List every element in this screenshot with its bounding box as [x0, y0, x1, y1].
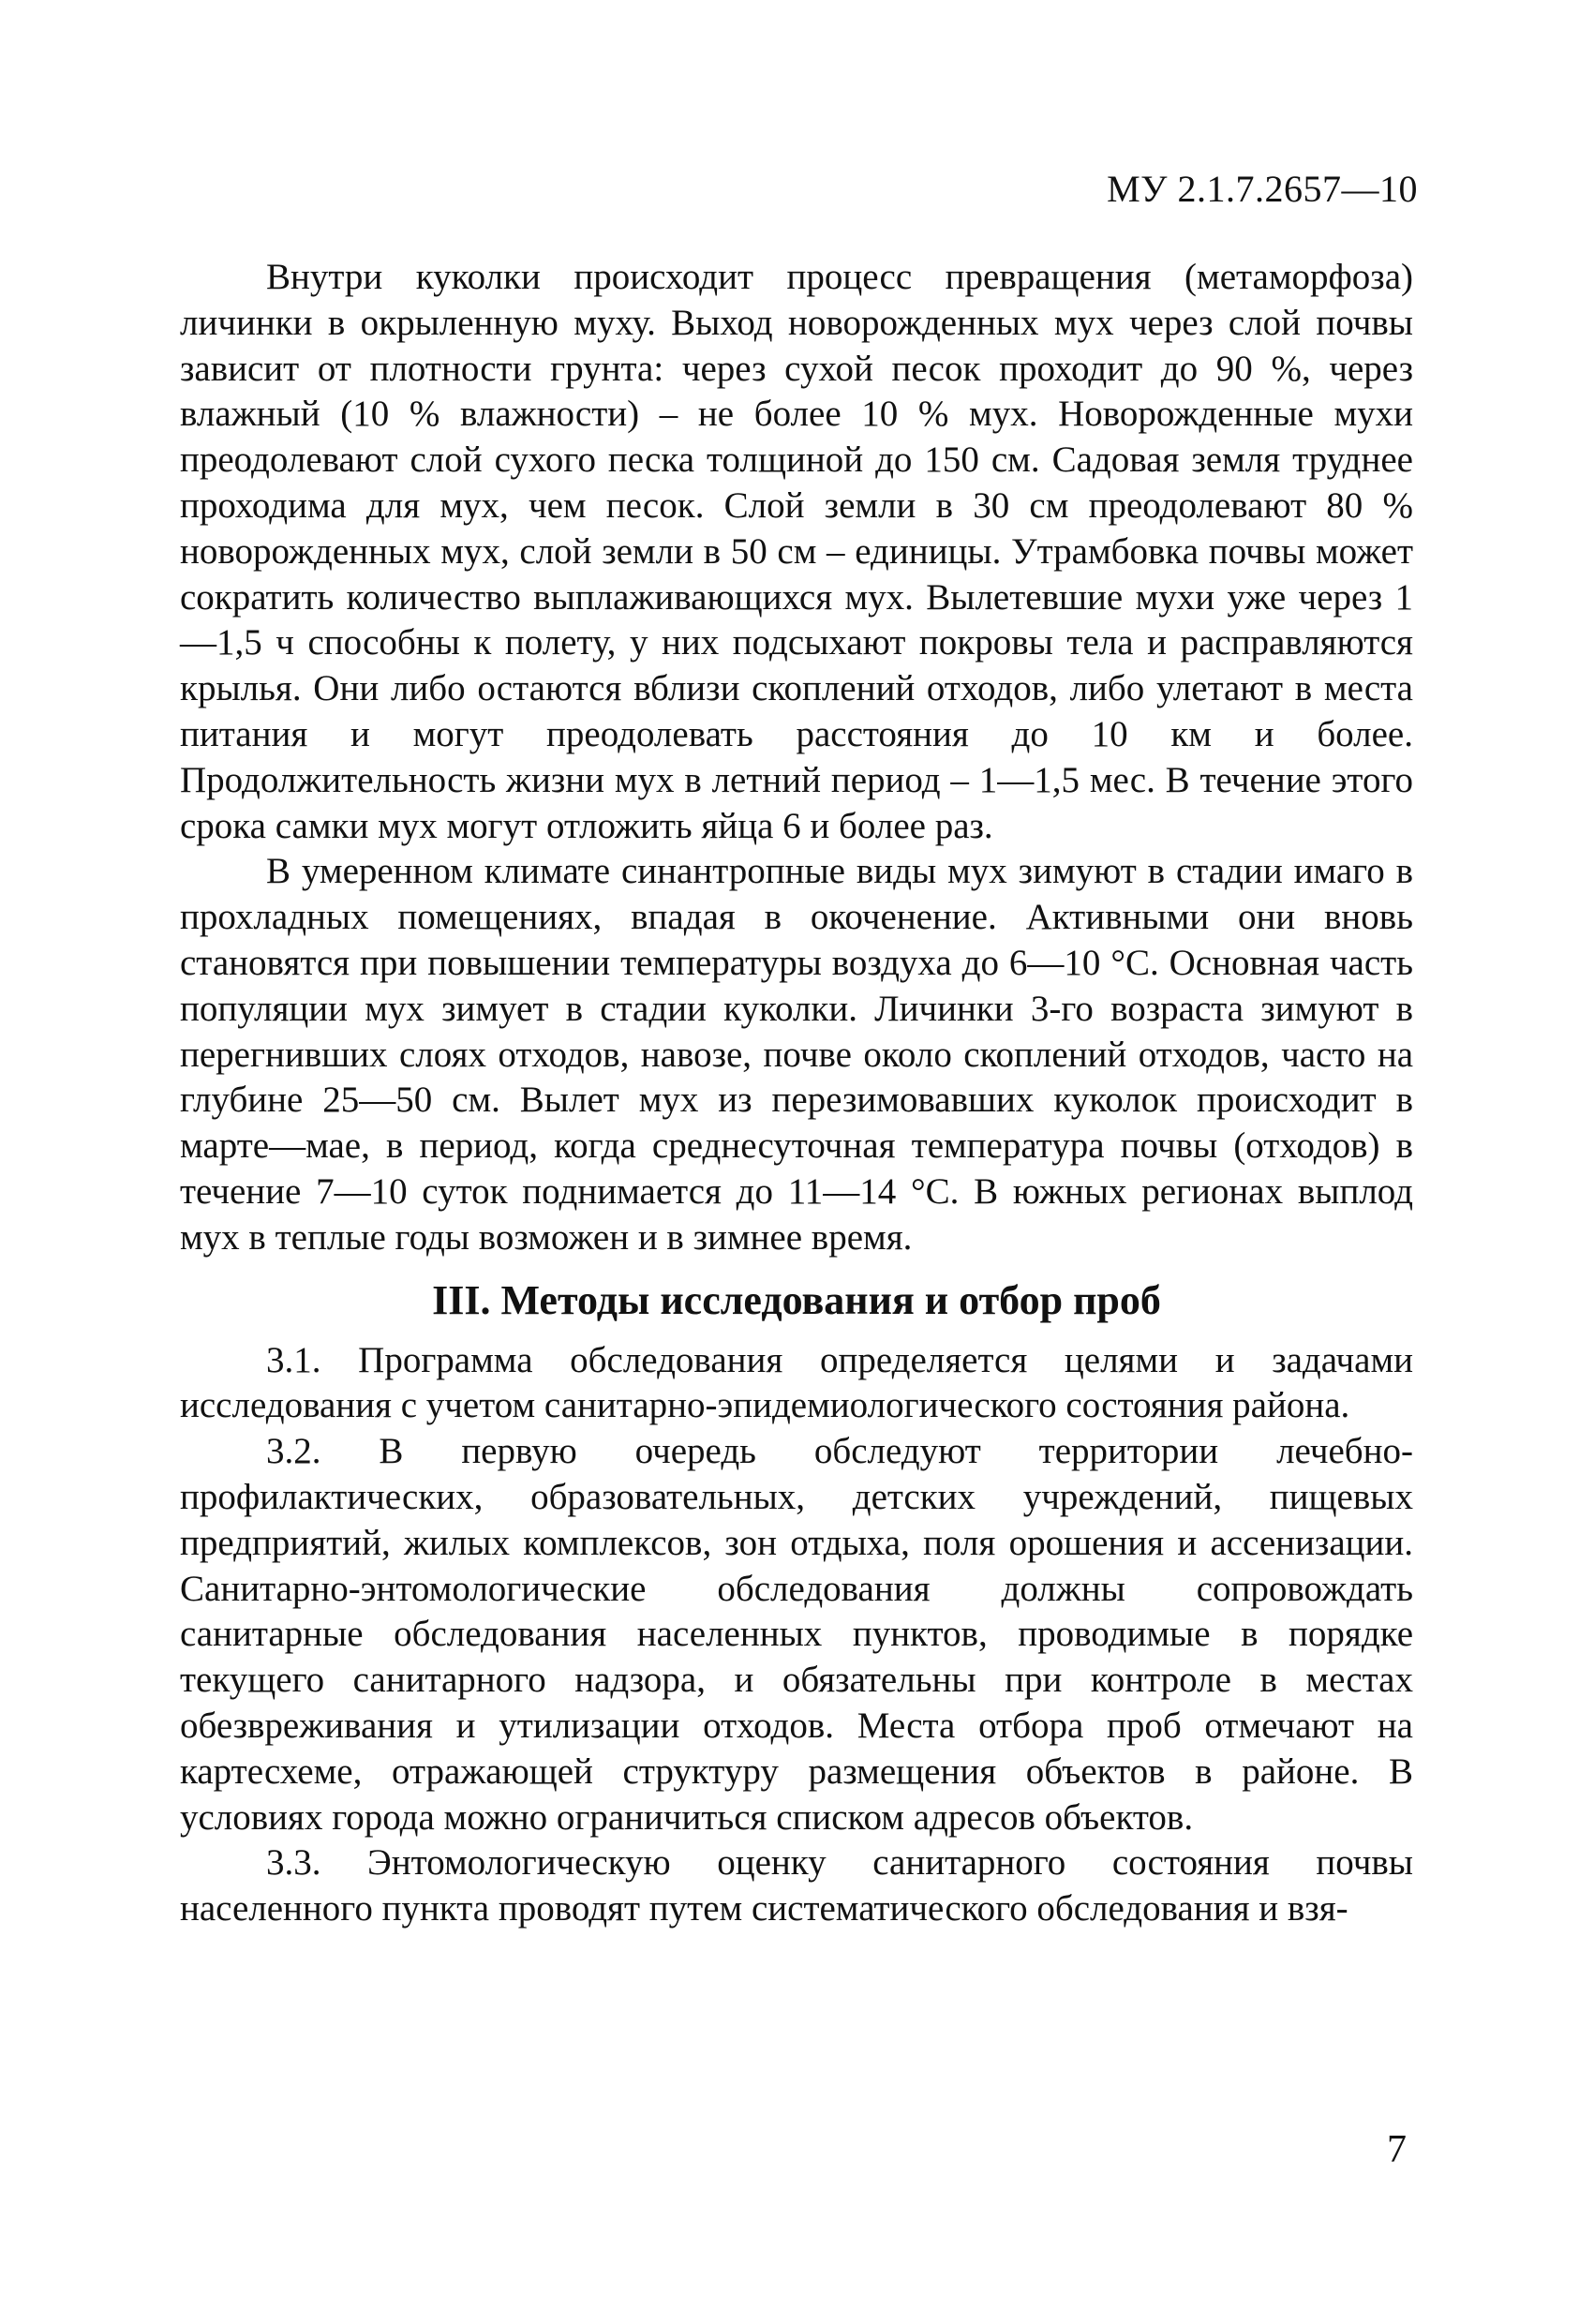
document-body — [180, 255, 1413, 1932]
section-heading: III. Методы исследования и отбор проб — [432, 1276, 1161, 1323]
paragraph-wintering: В умеренном климате синантропные виды мух зимуют в стадии имаго в прохладных помещениях, впадая в окоченение. Активными они вновь становятся при повышении температуры воздуха до 6—10 °С. Основная часть популяции мух зимует в стадии куколки. Личинки 3-го возраста зимуют в перегнивших слоях отходов, навозе, почве около скоплений отходов, часто на глубине 25—50 см. Вылет мух из перезимовавших куколок происходит в марте—мае, в период, когда среднесуточная температура почвы (отходов) в течение 7—10 суток поднимается до 11—14 °С. В южных регионах выплод мух в теплые годы возможен и в зимнее время. — [180, 851, 1413, 1258]
document-code-header: МУ 2.1.7.2657—10 — [1107, 168, 1418, 210]
paragraph-metamorphosis: Внутри куколки происходит процесс превращения (метаморфоза) личинки в окрыленную муху. Выход новорожденных мух через слой почвы зависит от плотности грунта: через сухой песок проходит до 90 %, через влажный (10 % влажности) – не более 10 % мух. Новорожденные мухи преодолевают слой сухого песка толщиной до 150 см. Садовая земля труднее проходима для мух, чем песок. Слой земли в 30 см преодолевают 80 % новорожденных мух, слой земли в 50 см – единицы. Утрамбовка почвы может сократить количество выплаживающихся мух. Вылетевшие мухи уже через 1—1,5 ч способны к полету, у них подсыхают покровы тела и расправляются крылья. Они либо остаются вблизи скоплений отходов, либо улетают в места питания и могут преодолевать расстояния до 10 км и более. Продолжительность жизни мух в летний период – 1—1,5 мес. В течение этого срока самки мух могут отложить яйца 6 и более раз. — [180, 257, 1413, 846]
page-number: 7 — [1387, 2128, 1407, 2171]
section-item-3-1: 3.1. Программа обследования определяется целями и задачами исследования с учетом санитарно-эпидемиологического состояния района. — [180, 1339, 1413, 1426]
section-item-3-2: 3.2. В первую очередь обследуют территории лечебно-профилактических, образовательных, детских учреждений, пищевых предприятий, жилых комплексов, зон отдыха, поля орошения и ассенизации. Санитарно-энтомологические обследования должны сопровождать санитарные обследования населенных пунктов, проводимые в порядке текущего санитарного надзора, и обязательны при контроле в местах обезвреживания и утилизации отходов. Места отбора проб отмечают на картесхеме, отражающей структуру размещения объектов в районе. В условиях города можно ограничиться списком адресов объектов. — [180, 1431, 1413, 1838]
section-item-3-3: 3.3. Энтомологическую оценку санитарного состояния почвы населенного пункта проводят путем систематического обследования и взя- — [180, 1842, 1413, 1929]
